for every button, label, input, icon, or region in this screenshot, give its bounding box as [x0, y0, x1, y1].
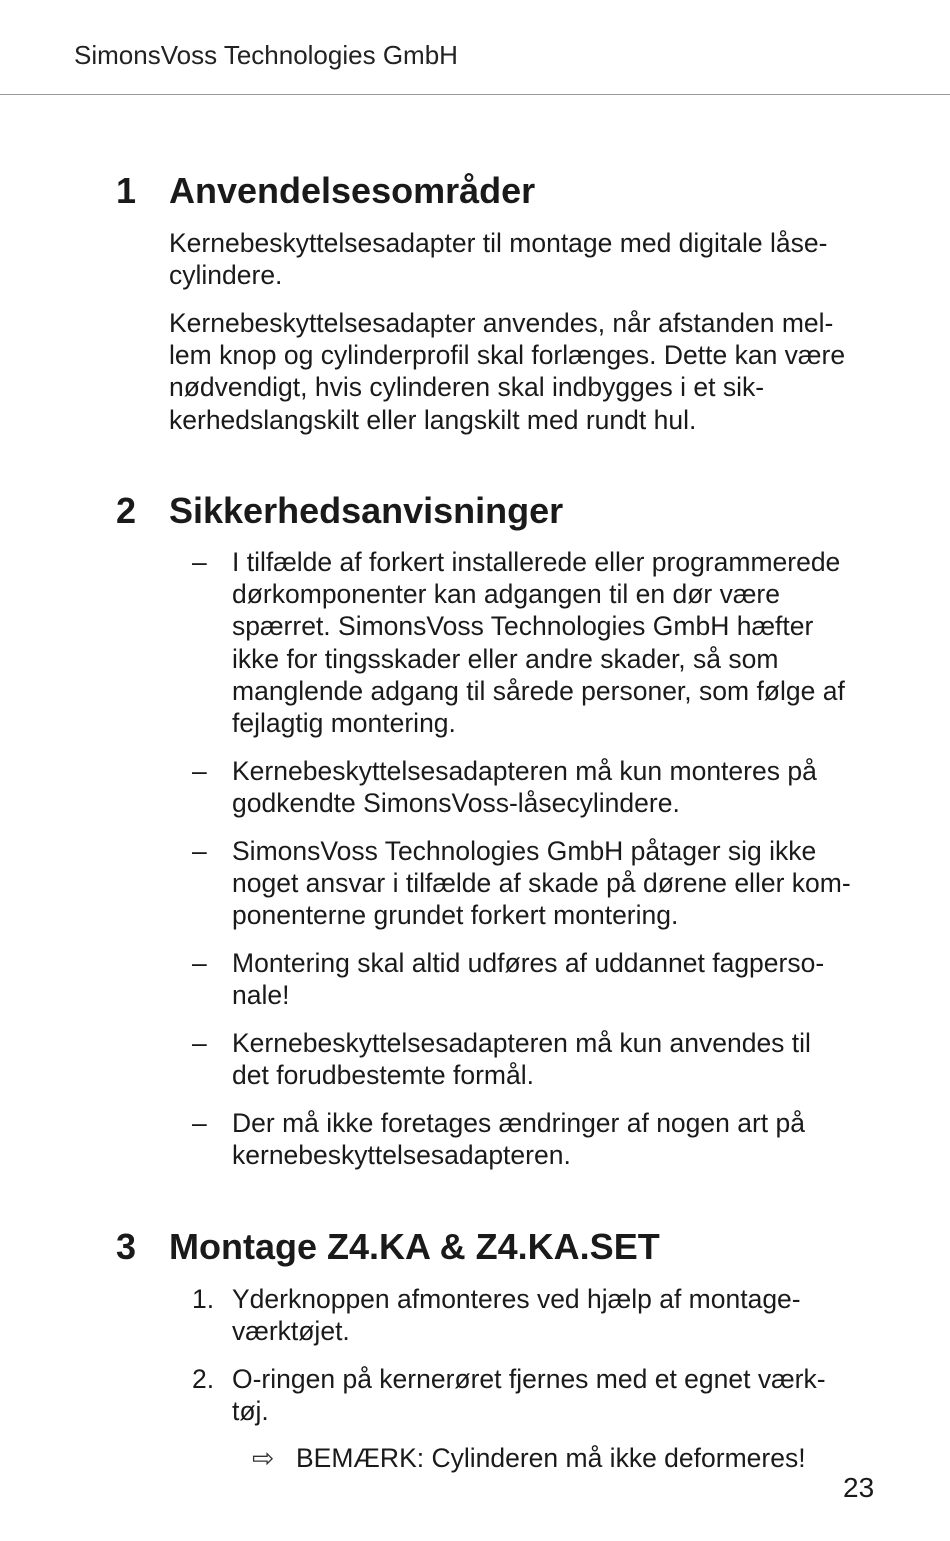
- text-line: ponenterne grundet forkert montering.: [232, 900, 679, 931]
- section-1-paragraph-2: [169, 307, 909, 436]
- dash-bullet: –: [192, 756, 207, 786]
- arrow-right-icon: ⇨: [252, 1443, 275, 1473]
- text-line: Kernebeskyttelsesadapteren må kun anvendes til: [232, 1028, 811, 1058]
- step-number: 2.: [192, 1364, 215, 1394]
- text-line: kerhedslangskilt eller langskilt med rundt hul.: [169, 404, 697, 435]
- text-line: manglende adgang til sårede personer, som følge af: [232, 675, 845, 706]
- text-line: ikke for tingsskader eller andre skader, så som: [232, 643, 779, 674]
- section-title: Sikkerhedsanvisninger: [169, 490, 564, 531]
- text-line: godkendte SimonsVoss-låsecylindere.: [232, 788, 680, 819]
- section-number: 1: [116, 170, 137, 211]
- section-1-heading: [116, 170, 535, 212]
- dash-bullet: –: [192, 1028, 207, 1058]
- list-item: [192, 835, 902, 932]
- note-text: BEMÆRK: Cylinderen må ikke deformeres!: [296, 1443, 806, 1473]
- text-line: Yderknoppen afmonteres ved hjælp af montage-: [232, 1284, 801, 1314]
- list-item: [192, 755, 902, 819]
- step-item: [192, 1363, 902, 1427]
- list-item: [192, 1107, 902, 1171]
- section-title: Anvendelsesområder: [169, 170, 536, 211]
- text-line: noget ansvar i tilfælde af skade på dørene eller kom-: [232, 868, 851, 899]
- text-line: lem knop og cylinderprofil skal forlænges. Dette kan være: [169, 340, 846, 371]
- text-line: fejlagtig montering.: [232, 708, 456, 739]
- dash-bullet: –: [192, 1108, 207, 1138]
- text-line: Kernebeskyttelsesadapter til montage med digitale låse-: [169, 228, 828, 258]
- section-2-heading: [116, 490, 563, 532]
- dash-bullet: –: [192, 547, 207, 577]
- note: [252, 1442, 806, 1474]
- text-line: SimonsVoss Technologies GmbH påtager sig ikke: [232, 836, 817, 866]
- header-company: SimonsVoss Technologies GmbH: [74, 40, 458, 70]
- list-item: [192, 947, 902, 1011]
- text-line: nødvendigt, hvis cylinderen skal indbygges i et sik-: [169, 372, 765, 403]
- text-line: dørkomponenter kan adgangen til en dør være: [232, 579, 780, 610]
- dash-bullet: –: [192, 948, 207, 978]
- text-line: værktøjet.: [232, 1316, 350, 1347]
- section-number: 3: [116, 1226, 137, 1267]
- text-line: spærret. SimonsVoss Technologies GmbH hæfter: [232, 611, 814, 642]
- step-number: 1.: [192, 1284, 215, 1314]
- text-line: cylindere.: [169, 260, 283, 291]
- list-item: [192, 546, 902, 739]
- dash-bullet: –: [192, 836, 207, 866]
- text-line: Der må ikke foretages ændringer af nogen art på: [232, 1108, 806, 1138]
- list-item: [192, 1027, 902, 1091]
- text-line: O-ringen på kernerøret fjernes med et egnet værk-: [232, 1364, 826, 1394]
- text-line: Montering skal altid udføres af uddannet fagperso-: [232, 948, 825, 978]
- text-line: tøj.: [232, 1396, 269, 1427]
- text-line: nale!: [232, 980, 290, 1011]
- text-line: det forudbestemte formål.: [232, 1060, 534, 1091]
- text-line: Kernebeskyttelsesadapteren må kun monteres på: [232, 756, 817, 786]
- section-3-heading: [116, 1226, 660, 1268]
- section-1-paragraph-1: [169, 227, 909, 291]
- text-line: Kernebeskyttelsesadapter anvendes, når afstanden mel-: [169, 308, 834, 338]
- section-number: 2: [116, 490, 137, 531]
- section-title: Montage Z4.KA & Z4.KA.SET: [169, 1226, 660, 1267]
- text-line: kernebeskyttelsesadapteren.: [232, 1140, 571, 1171]
- page-number: 23: [843, 1472, 875, 1503]
- text-line: I tilfælde af forkert installerede eller programmerede: [232, 547, 841, 577]
- page-header: [0, 0, 950, 95]
- step-item: [192, 1283, 902, 1347]
